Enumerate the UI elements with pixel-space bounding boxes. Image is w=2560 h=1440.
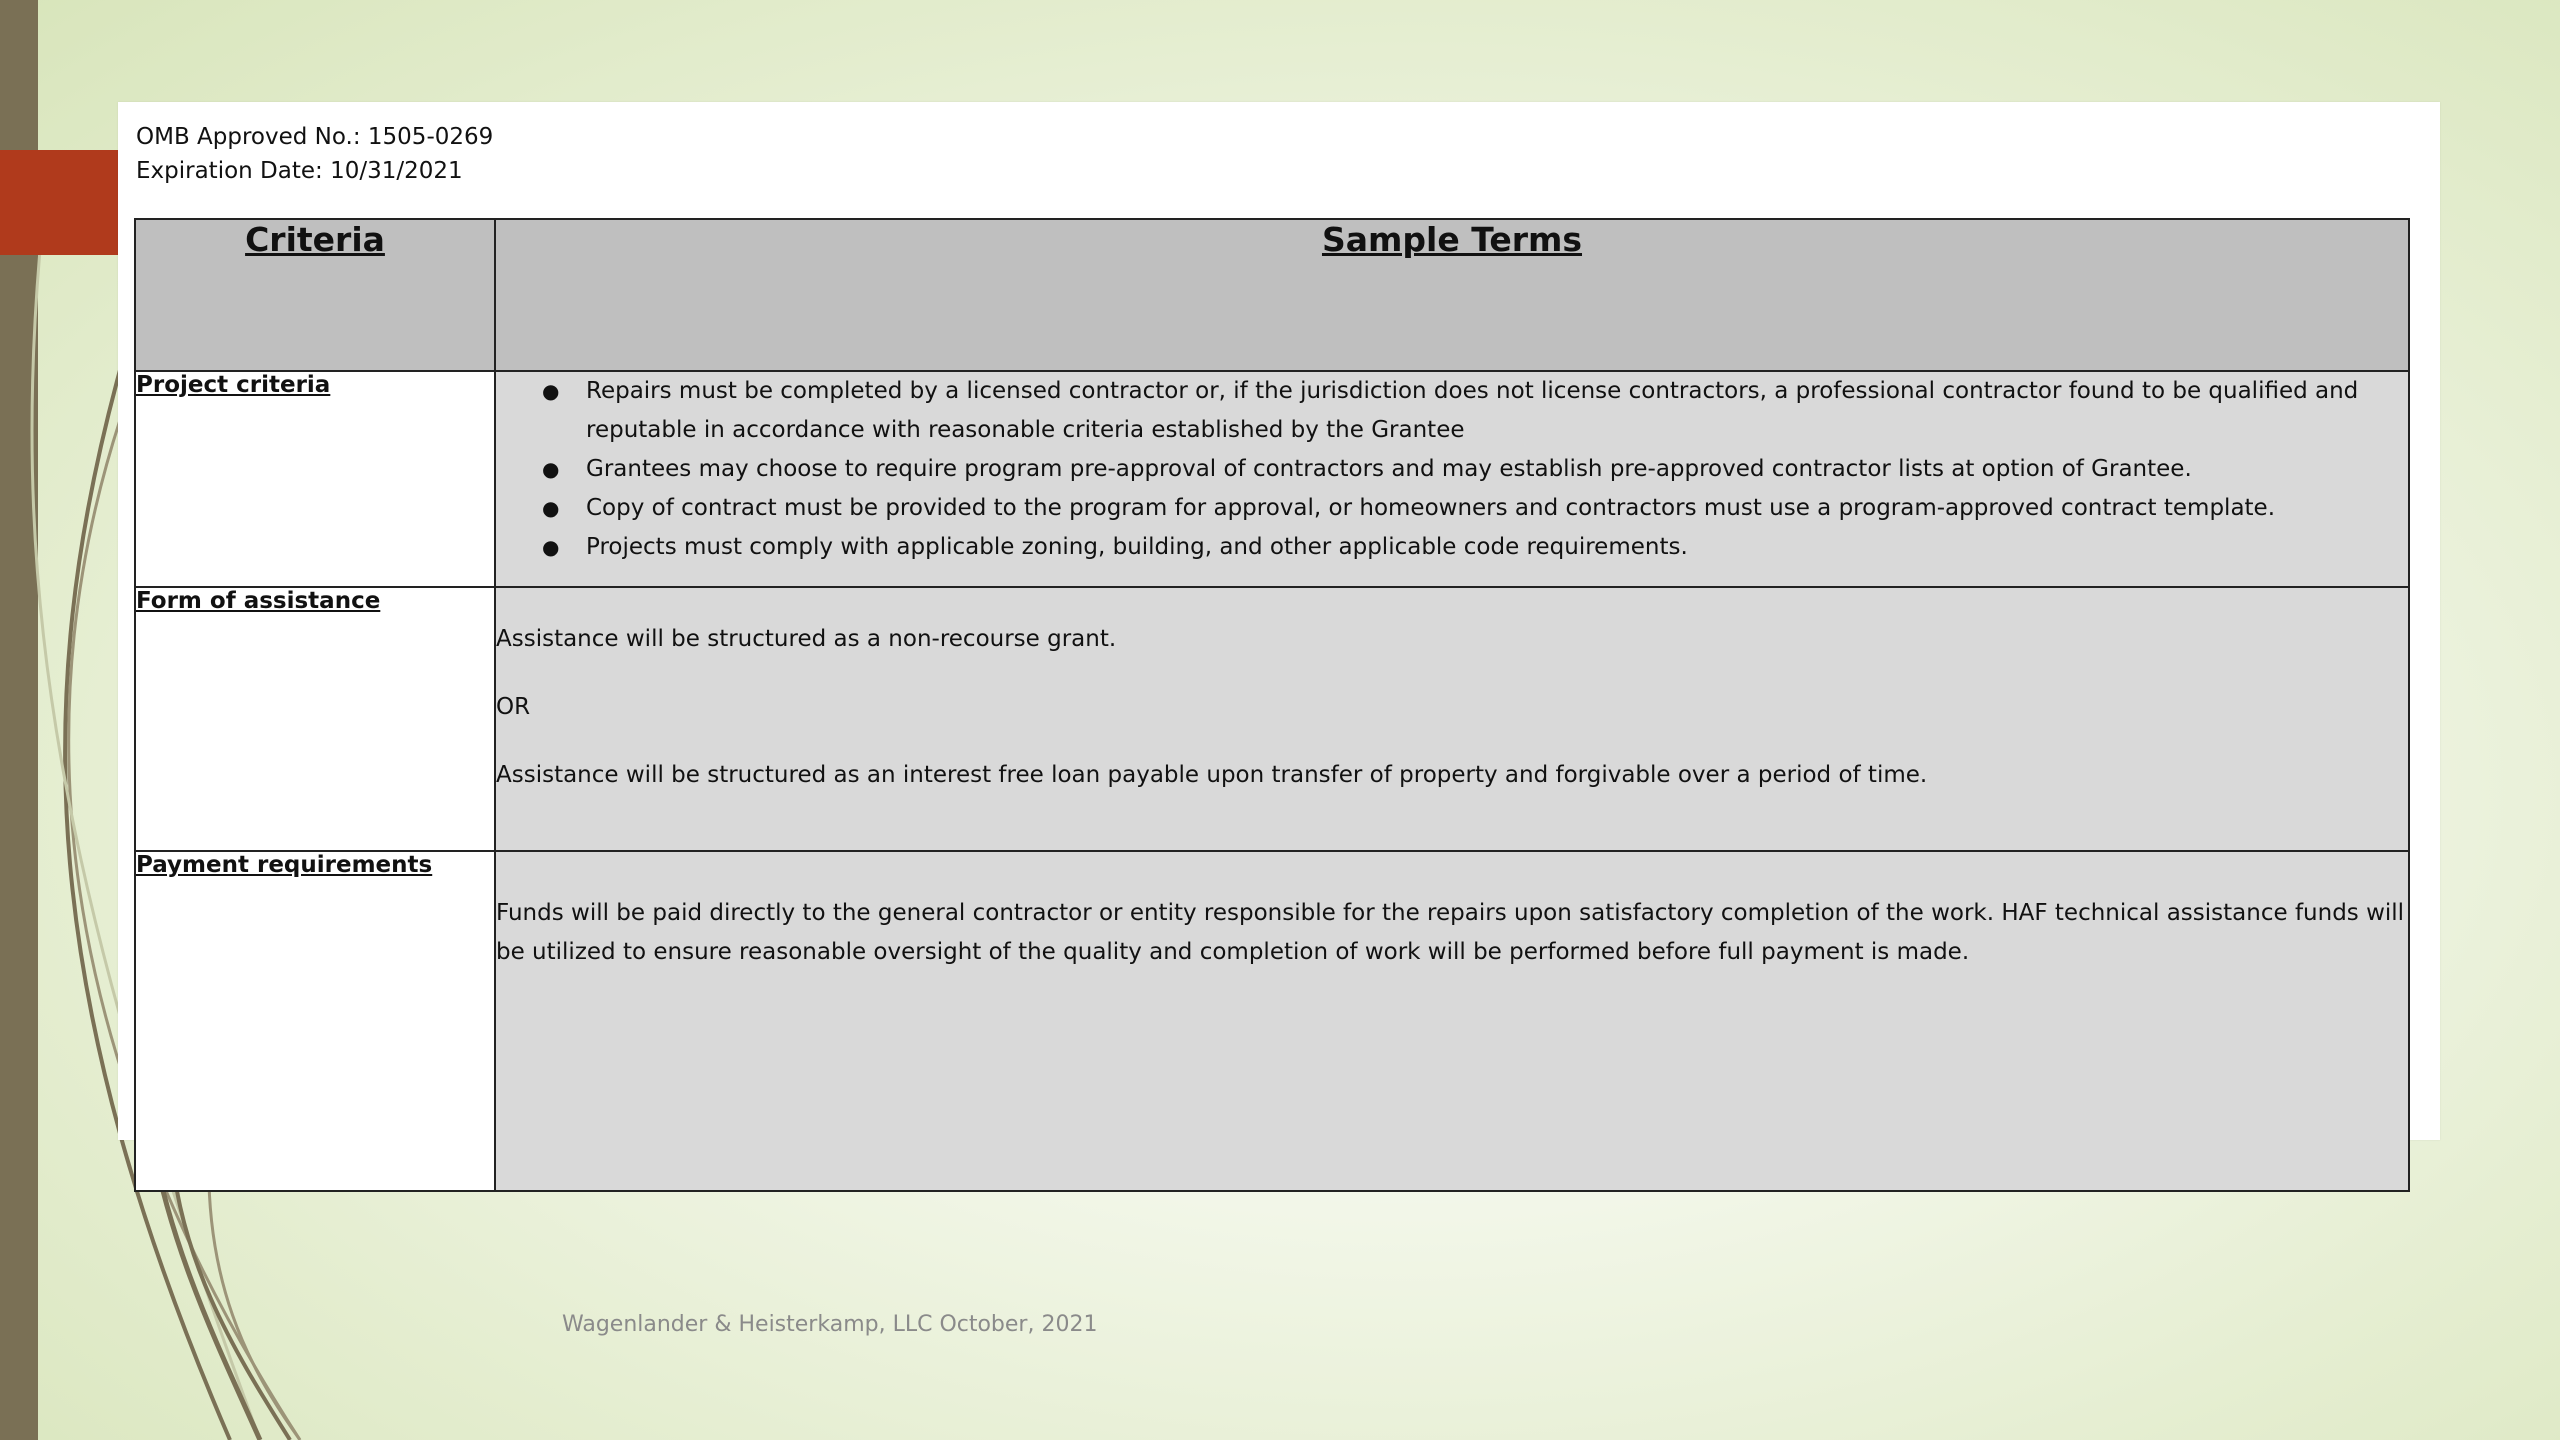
list-item: ● Repairs must be completed by a licensed contractor or, if the jurisdiction does not license contractors, a professional contractor found to be qualified and reputable in accordance with reasonable criteria established by the Grantee <box>586 372 2408 450</box>
table-row <box>135 371 2409 587</box>
slide-footer: Wagenlander & Heisterkamp, LLC October, 2021 <box>562 1312 1098 1337</box>
terms-paragraph: Assistance will be structured as an interest free loan payable upon transfer of property and forgivable over a period of time. <box>496 762 1928 788</box>
omb-approval-number: OMB Approved No.: 1505-0269 <box>136 124 494 150</box>
expiration-date: Expiration Date: 10/31/2021 <box>136 158 463 184</box>
bullet-icon: ● <box>542 535 560 559</box>
terms-cell <box>495 851 2409 1191</box>
criteria-label: Payment requirements <box>135 851 495 1191</box>
list-item: ● Projects must comply with applicable zoning, building, and other applicable code requirements. <box>586 528 2408 567</box>
document-image <box>118 102 2440 1140</box>
terms-paragraph: Funds will be paid directly to the general contractor or entity responsible for the repairs upon satisfactory completion of the work. HAF technical assistance funds will be utilized to ensure reasonable oversight of the quality and completion of work will be performed before full payment is made. <box>496 900 2405 965</box>
table-header-row <box>135 219 2409 371</box>
header-sample-terms: Sample Terms <box>495 219 2409 371</box>
terms-cell <box>495 587 2409 851</box>
terms-paragraph: Assistance will be structured as a non-recourse grant. <box>496 626 1117 652</box>
criteria-terms-table <box>134 218 2410 1192</box>
omb-header <box>136 120 493 188</box>
terms-paragraph: OR <box>496 694 531 720</box>
list-item: ● Grantees may choose to require program pre-approval of contractors and may establish pre-approved contractor lists at option of Grantee. <box>586 450 2408 489</box>
table-row <box>135 587 2409 851</box>
header-criteria: Criteria <box>135 219 495 371</box>
bullet-icon: ● <box>542 379 560 403</box>
bullet-icon: ● <box>542 496 560 520</box>
terms-bullet-list <box>496 372 2408 567</box>
criteria-label: Form of assistance <box>135 587 495 851</box>
list-item: ● Copy of contract must be provided to the program for approval, or homeowners and contractors must use a program-approved contract template. <box>586 489 2408 528</box>
red-accent-tab <box>0 150 120 255</box>
terms-cell <box>495 371 2409 587</box>
table-row <box>135 851 2409 1191</box>
bullet-icon: ● <box>542 457 560 481</box>
criteria-label: Project criteria <box>135 371 495 587</box>
